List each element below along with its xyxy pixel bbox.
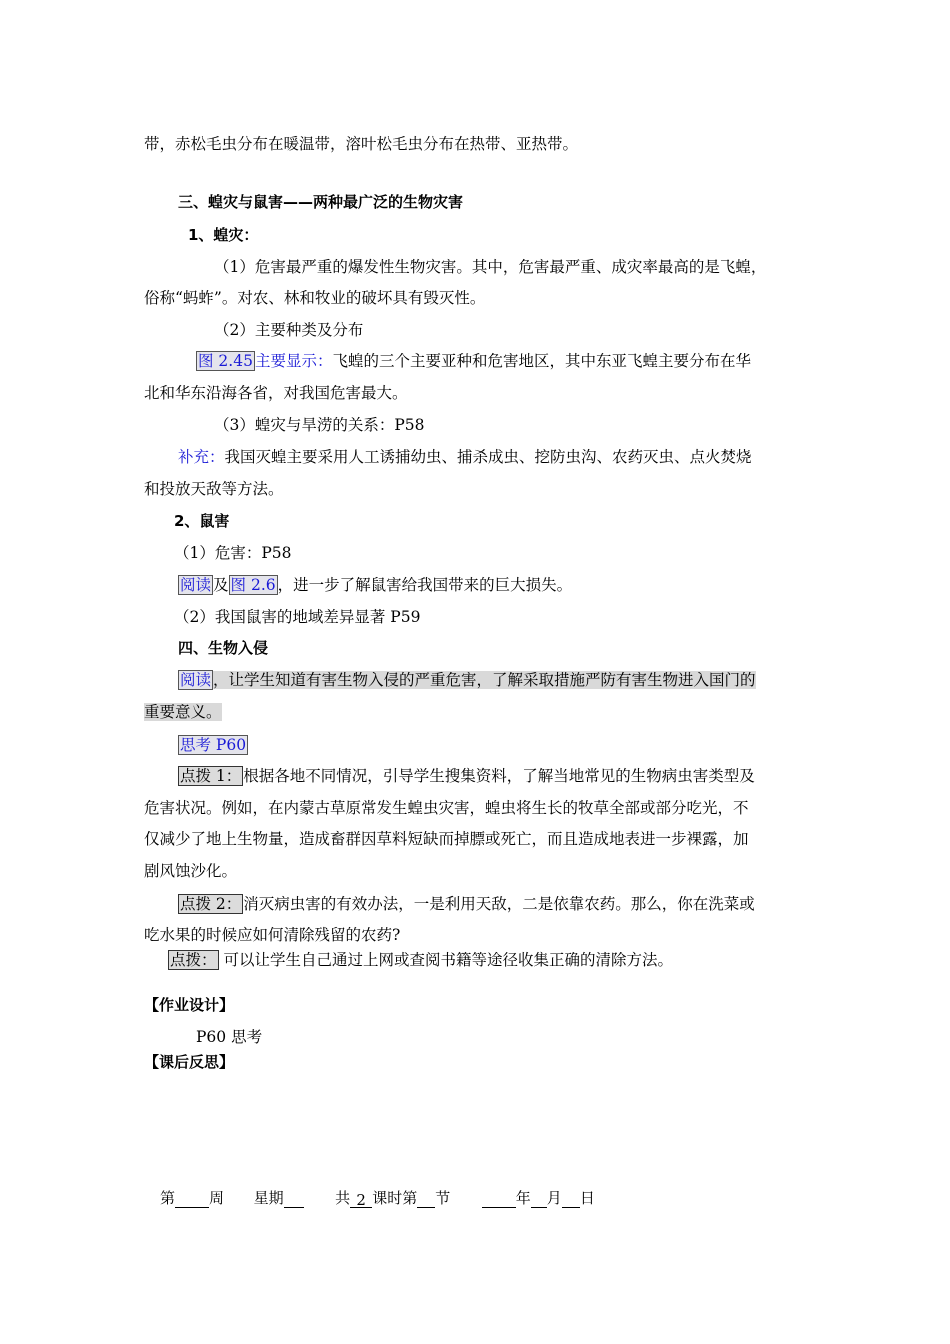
homework-text: P60 思考 bbox=[196, 1028, 263, 1046]
tip-3-tag: 点拨： bbox=[170, 951, 217, 969]
reading-text-2: ，让学生知道有害生物入侵的严重危害，了解采取措施严防有害生物进入国门的 bbox=[213, 671, 756, 689]
think-link[interactable]: 思考 P60 bbox=[180, 736, 247, 754]
and-text: 及 bbox=[213, 576, 229, 594]
text-line: （1）危害最严重的爆发性生物灾害。其中，危害最严重、成灾率最高的是飞蝗， bbox=[214, 258, 767, 276]
supplement-text: 我国灭蝗主要采用人工诱捕幼虫、捕杀成虫、挖防虫沟、农药灭虫、点火焚烧 bbox=[224, 448, 752, 466]
tip-1-tag: 点拨 1： bbox=[180, 767, 242, 785]
lesson-count: 2 bbox=[350, 1190, 372, 1208]
reading-text: ，进一步了解鼠害给我国带来的巨大损失。 bbox=[277, 576, 573, 594]
text-line: 危害状况。例如，在内蒙古草原常发生蝗虫灾害，蝗虫将生长的牧草全部或部分吃光，不 bbox=[144, 799, 749, 817]
tip-1: 点拨 1： 根据各地不同情况，引导学生搜集资料，了解当地常见的生物病虫害类型及 bbox=[180, 767, 755, 785]
think-line bbox=[178, 735, 248, 755]
schedule-footer: 第 周 星期 共 2 课时第 节 年 月 日 bbox=[160, 1189, 595, 1209]
figure-tag: 主要显示： bbox=[254, 352, 333, 370]
reading-link[interactable]: 阅读 bbox=[180, 576, 212, 594]
text-line: （2）我国鼠害的地域差异显著 P59 bbox=[174, 608, 421, 626]
text-line: 剧风蚀沙化。 bbox=[144, 862, 238, 880]
text-line: 北和华东沿海各省，对我国危害最大。 bbox=[144, 384, 408, 402]
section-heading-3: 三、蝗灾与鼠害——两种最广泛的生物灾害 bbox=[178, 193, 464, 211]
supplement-tag: 补充： bbox=[178, 448, 225, 466]
text-line: 吃水果的时候应如何清除残留的农药? bbox=[144, 926, 401, 944]
text-line: （1）危害：P58 bbox=[174, 544, 292, 562]
text-line: 重要意义。 bbox=[144, 703, 222, 721]
figure-link-2-45[interactable]: 图 2.45 bbox=[198, 352, 253, 370]
supplement-line bbox=[178, 447, 752, 467]
homework-title: 【作业设计】 bbox=[144, 996, 235, 1014]
text-line: 和投放天敌等方法。 bbox=[144, 480, 284, 498]
subheading-locust: 1、蝗灾： bbox=[188, 226, 259, 244]
text-line: （3）蝗灾与旱涝的关系：P58 bbox=[214, 416, 425, 434]
text-line: 带，赤松毛虫分布在暖温带，溶叶松毛虫分布在热带、亚热带。 bbox=[144, 135, 579, 153]
text-line: 仅减少了地上生物量，造成畜群因草料短缺而掉膘或死亡，而且造成地表进一步裸露，加 bbox=[144, 830, 749, 848]
tip-2-tag: 点拨 2： bbox=[180, 895, 242, 913]
text-line: 俗称“蚂蚱”。对农、林和牧业的破坏具有毁灭性。 bbox=[144, 289, 486, 307]
text-line: （2）主要种类及分布 bbox=[214, 321, 364, 339]
figure-link-2-6[interactable]: 图 2.6 bbox=[230, 576, 276, 594]
subheading-rodent: 2、鼠害 bbox=[174, 512, 230, 530]
section-heading-4: 四、生物入侵 bbox=[178, 639, 269, 657]
reading-line bbox=[178, 575, 572, 595]
tip-2: 点拨 2： 消灭病虫害的有效办法，一是利用天敌，二是依靠农药。那么，你在洗菜或 bbox=[180, 895, 755, 913]
reading-line-2 bbox=[178, 670, 756, 690]
figure-text: 飞蝗的三个主要亚种和危害地区，其中东亚飞蝗主要分布在华 bbox=[332, 352, 751, 370]
figure-note bbox=[196, 351, 751, 371]
tip-3: 点拨： 可以让学生自己通过上网或查阅书籍等途径收集正确的清除方法。 bbox=[170, 951, 673, 969]
reading-link-2[interactable]: 阅读 bbox=[180, 671, 212, 689]
reflection-title: 【课后反思】 bbox=[144, 1053, 235, 1071]
